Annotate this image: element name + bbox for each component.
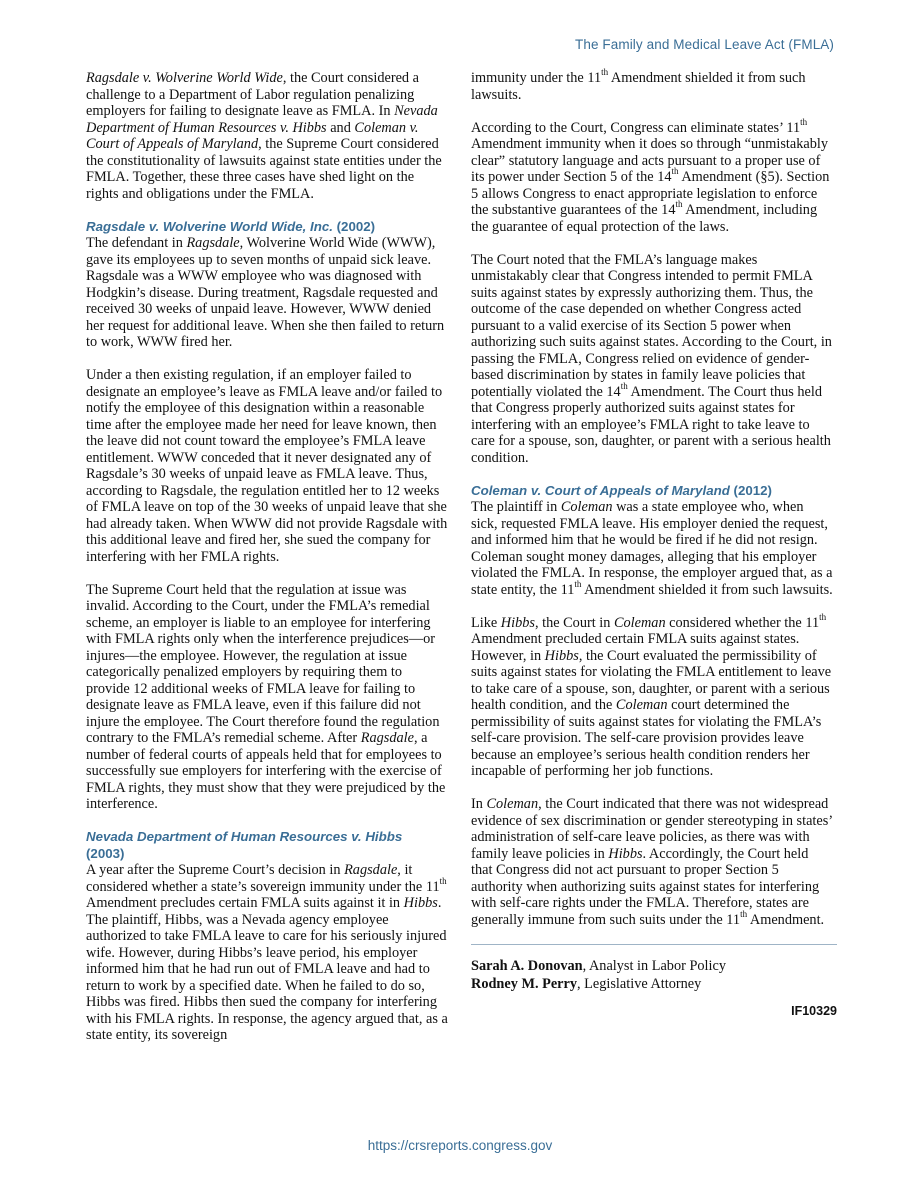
ragsdale-paragraph-3: The Supreme Court held that the regulation at issue was invalid. According to the Court, under the FMLA’s remedial scheme, an employer is liable to an employee for interfering with FMLA rights only when the interference prejudices—or injures—the employee. However, the regulation at issue categorically penalized employers by requiring them to provide 12 additional weeks of FMLA leave for failing to designate leave as FMLA leave, even if this failure did not injure the employee. The Court therefore found the regulation contrary to the FMLA’s remedial scheme. After Ragsdale, a number of federal courts of appeals held that for employees to successfully sue employers for interfering with the exercise of FMLA rights, they must show that they were prejudiced by the interference. bbox=[86, 581, 446, 812]
ragsdale-heading: Ragsdale v. Wolverine World Wide, Inc. (2002) bbox=[86, 218, 376, 234]
author-block bbox=[471, 957, 833, 993]
author-divider bbox=[471, 944, 837, 945]
ragsdale-paragraph-1: The defendant in Ragsdale, Wolverine World Wide (WWW), gave its employees up to seven months of unpaid sick leave. Ragsdale was a WWW employee who was diagnosed with Hodgkin’s disease. During treatment, Ragsdale requested and received 30 weeks of unpaid leave. However, WWW denied her request for additional leave. When she then failed to return to work, WWW fired her. bbox=[86, 235, 445, 350]
document-id: IF10329 bbox=[791, 1004, 837, 1018]
coleman-heading: Coleman v. Court of Appeals of Maryland (2012) bbox=[471, 482, 772, 498]
left-column bbox=[86, 70, 448, 1044]
intro-paragraph: Ragsdale v. Wolverine World Wide, the Court considered a challenge to a Department of Labor regulation penalizing employers for failing to designate leave as FMLA. In Nevada Department of Human Resources v. Hibbs and Coleman v. Court of Appeals of Maryland, the Supreme Court considered the constitutionality of lawsuits against state entities under the FMLA. Together, these three cases have shed light on the rights and obligations under the FMLA. bbox=[86, 70, 442, 202]
running-header-title: The Family and Medical Leave Act (FMLA) bbox=[575, 37, 834, 52]
coleman-paragraph-1: The plaintiff in Coleman was a state employee who, when sick, requested FMLA leave. His employer denied the request, and informed him that he would be fired if he did not resign. Coleman sought money damages, alleging that his employer violated the FMLA. In response, the employer argued that, as a state entity, the 11th Amendment shielded it from such lawsuits. bbox=[471, 499, 833, 598]
author-line: Rodney M. Perry, Legislative Attorney bbox=[471, 976, 702, 992]
hibbs-paragraph-3: The Court noted that the FMLA’s language makes unmistakably clear that Congress intended to permit FMLA suits against states by expressly authorizing them. Thus, the outcome of the case depended on whether Congress acted pursuant to a valid exercise of its Section 5 power when authorizing such suits against states. According to the Court, in passing the FMLA, Congress relied on evidence of gender-based discrimination by states in family leave policies that potentially violated the 14th Amendment. The Court thus held that Congress properly authorized suits against states for interfering with an employee’s FMLA right to take leave to care for a spouse, son, daughter, or parent with a serious health condition. bbox=[471, 251, 832, 466]
author-line: Sarah A. Donovan, Analyst in Labor Policy bbox=[471, 958, 726, 974]
coleman-paragraph-2: Like Hibbs, the Court in Coleman considered whether the 11th Amendment precluded certain FMLA suits against states. However, in Hibbs, the Court evaluated the permissibility of suits against states for violating the FMLA entitlement to leave to take care of a spouse, son, daughter, or parent with a serious health condition, and the Coleman court determined the permissibility of suits against states for violating the FMLA’s self-care provision. The self-care provision provides leave because an employee’s serious health condition renders her incapable of performing her job functions. bbox=[471, 611, 832, 779]
hibbs-paragraph-2: According to the Court, Congress can eliminate states’ 11th Amendment immunity when it does so through “unmistakably clear” statutory language and acts pursuant to a proper use of its power under Section 5 of the 14th Amendment (§5). Section 5 allows Congress to enact appropriate legislation to enforce the substantive guarantees of the 14th Amendment, including the guarantee of equal protection of the laws. bbox=[471, 116, 830, 235]
coleman-paragraph-3: In Coleman, the Court indicated that there was not widespread evidence of sex discrimination or gender stereotyping in states’ administration of self-care leave policies, as there was with family leave policies in Hibbs. Accordingly, the Court held that Congress did not act pursuant to proper Section 5 authority when authorizing suits against states for interfering with self-care rights under the FMLA. Therefore, states are generally immune from such suits under the 11th Amendment. bbox=[471, 796, 833, 928]
hibbs-continued-paragraph: immunity under the 11th Amendment shielded it from such lawsuits. bbox=[471, 67, 806, 103]
hibbs-paragraph-1: A year after the Supreme Court’s decision in Ragsdale, it considered whether a state’s sovereign immunity under the 11th Amendment precludes certain FMLA suits against it in Hibbs. The plaintiff, Hibbs, was a Nevada agency employee authorized to take FMLA leave to care for his seriously injured wife. However, during Hibbs’s leave period, his employer informed him that he had run out of FMLA leave and had to return to work by a specified date. When he failed to do so, Hibbs was fired. Hibbs then sued the company for interfering with his FMLA rights. In response, the agency argued that, as a state entity, its sovereign bbox=[86, 862, 448, 1043]
hibbs-heading: Nevada Department of Human Resources v. Hibbs (2003) bbox=[86, 829, 403, 861]
right-column bbox=[471, 67, 837, 1020]
footer-url-link[interactable]: https://crsreports.congress.gov bbox=[367, 1138, 553, 1153]
ragsdale-paragraph-2: Under a then existing regulation, if an employer failed to designate an employee’s leave as FMLA leave and/or failed to notify the employee of this designation within a reasonable time after the employee made her need for leave known, then the leave did not count toward the employee’s FMLA leave entitlement. WWW conceded that it never designated any of Ragsdale’s 30 weeks of unpaid leave as FMLA leave. Thus, according to Ragsdale, the regulation entitled her to 12 weeks of FMLA leave on top of the 30 weeks of unpaid leave that she had already taken. When WWW did not provide Ragsdale with this additional leave and fired her, she sued the company for interfering with her FMLA rights. bbox=[86, 367, 448, 565]
